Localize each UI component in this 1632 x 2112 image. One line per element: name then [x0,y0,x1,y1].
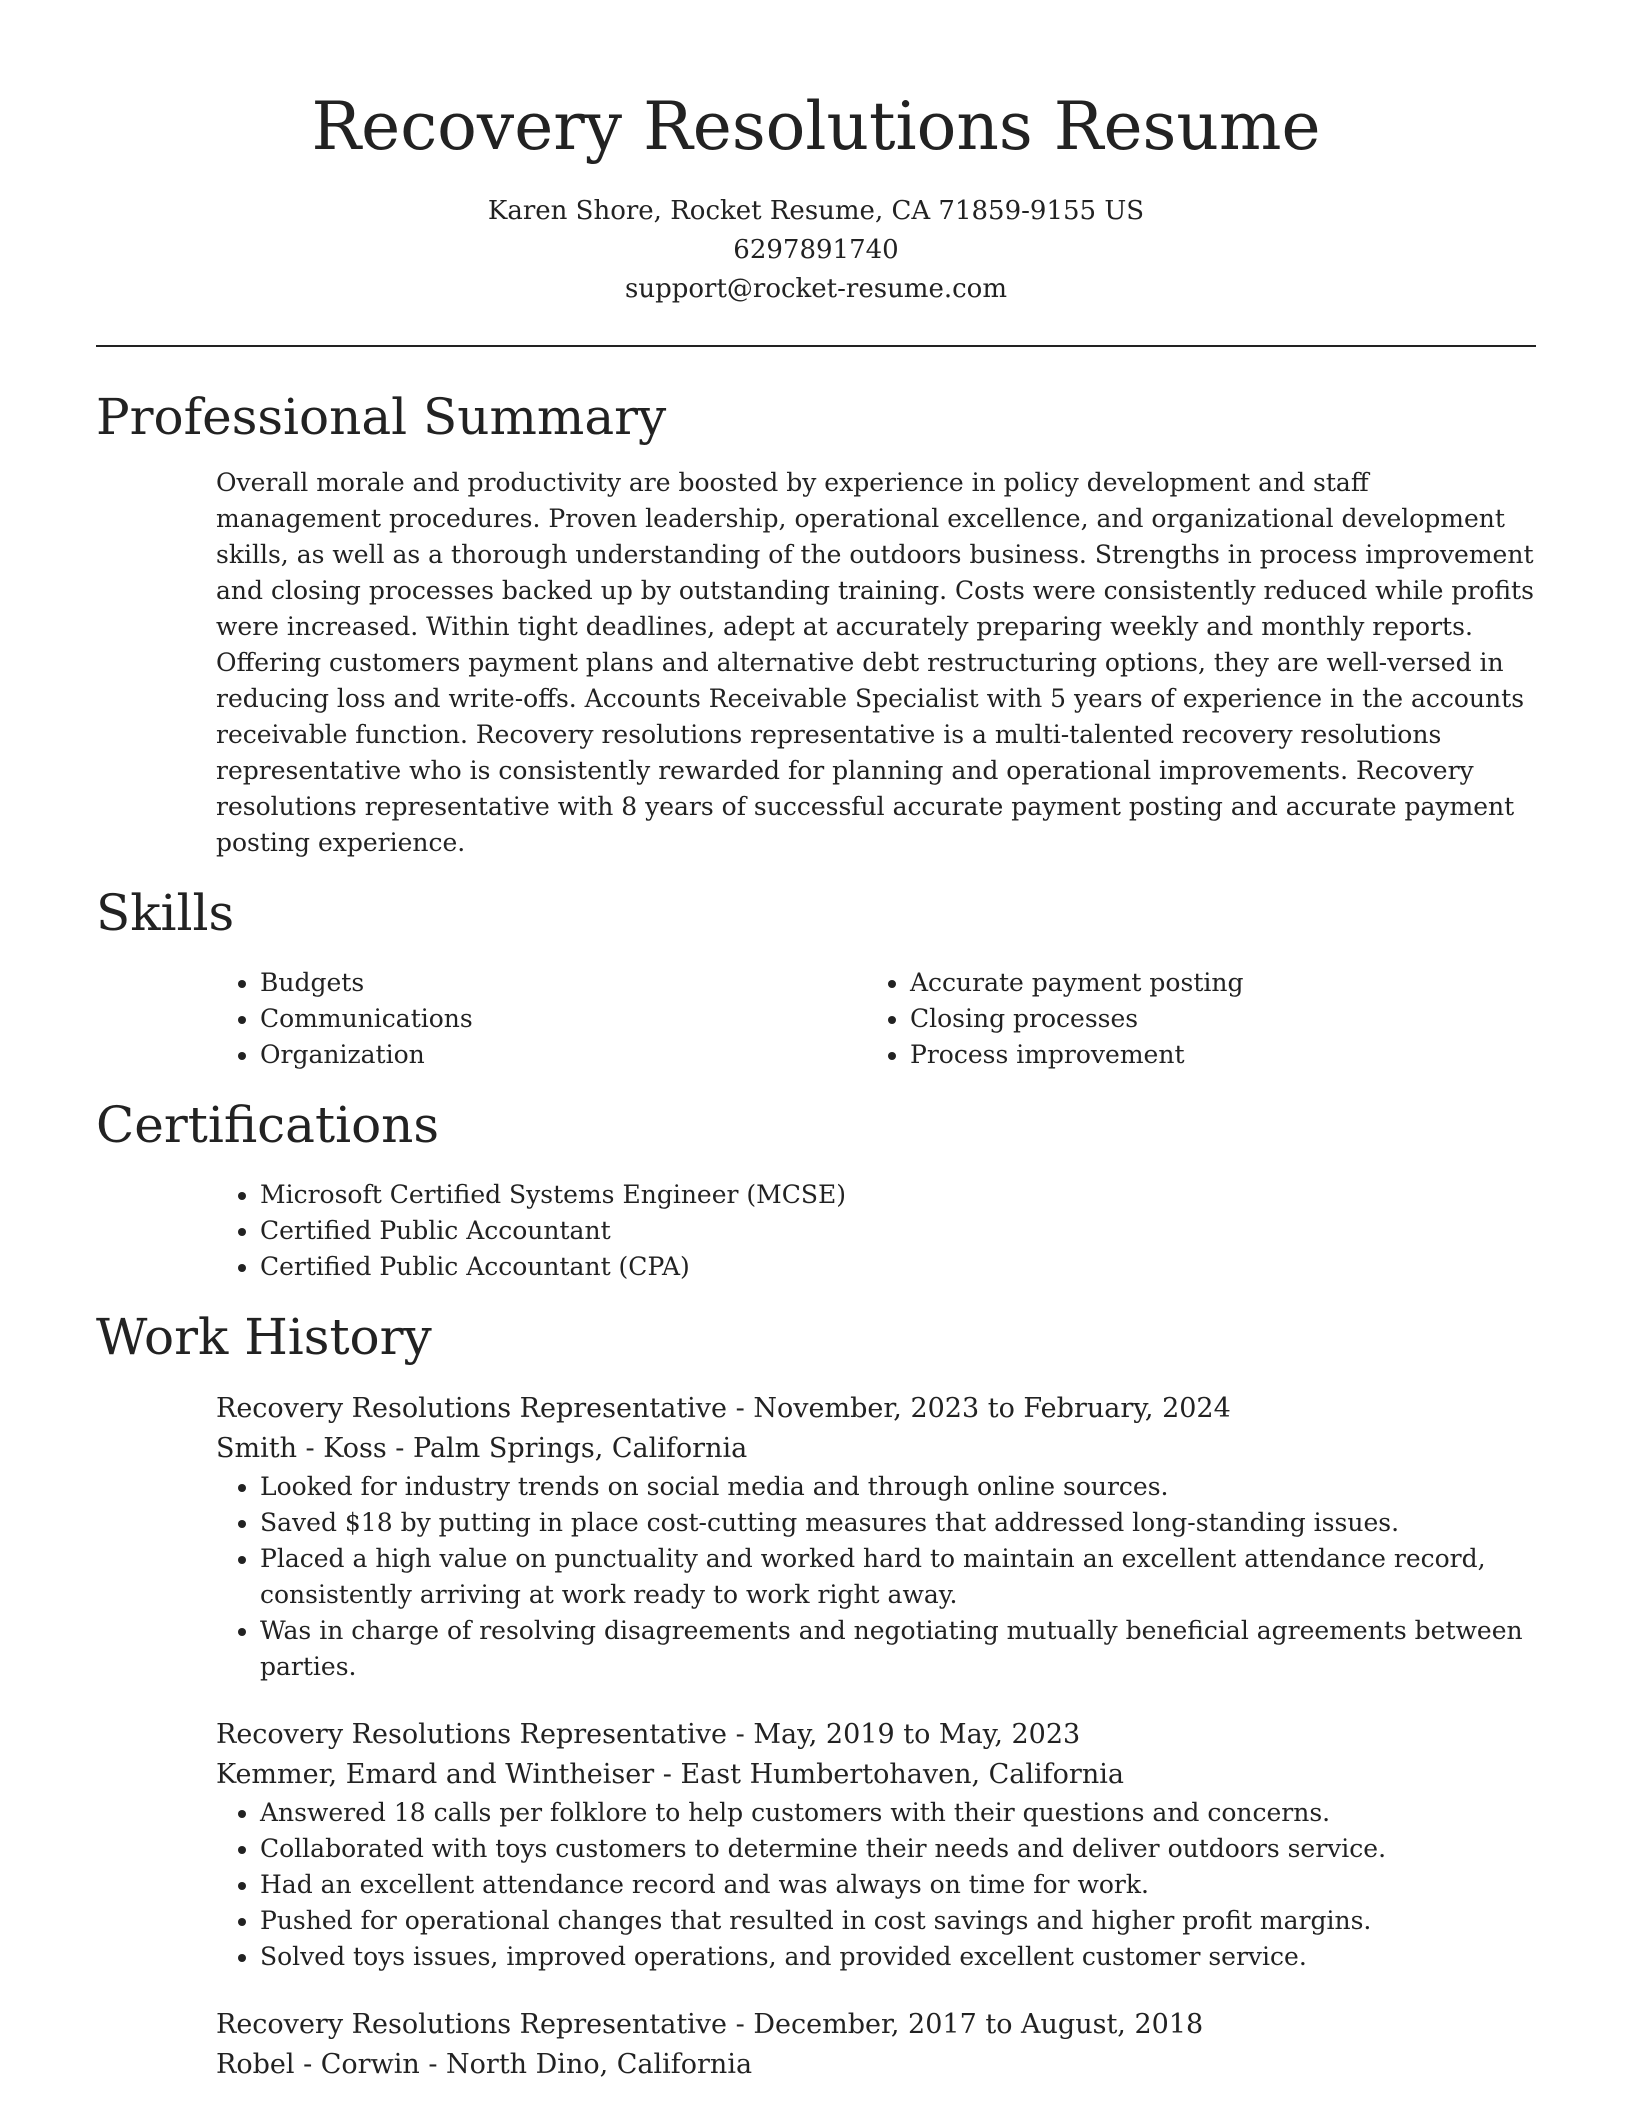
contact-address: Karen Shore, Rocket Resume, CA 71859-9155 US [487,196,1145,226]
job-entry [216,1389,1536,1685]
summary-section [96,387,1536,861]
contact-email: support@rocket-resume.com [624,274,1007,304]
job-duty: • Collaborated with toys customers to determine their needs and deliver outdoors service. [260,1831,1536,1867]
certification-item: • Certified Public Accountant (CPA) [260,1249,1536,1285]
skill-item: • Communications [260,1001,866,1037]
job-title: Recovery Resolutions Representative [216,1393,728,1424]
resume-page [96,0,1536,2085]
job-dates: May, 2019 to May, 2023 [753,1719,1081,1750]
header-divider [96,345,1536,347]
job-duty: • Saved $18 by putting in place cost-cutting measures that addressed long-standing issues. [260,1505,1536,1541]
job-dates: December, 2017 to August, 2018 [753,2009,1204,2040]
job-duty: • Answered 18 calls per folklore to help customers with their questions and concerns. [260,1795,1536,1831]
job-company: Kemmer, Emard and Wintheiser [216,1759,655,1790]
certification-item: • Certified Public Accountant [260,1213,1536,1249]
job-company-line: Smith - Koss - Palm Springs, California [216,1433,748,1464]
job-duties-list [216,1469,1536,1685]
job-title-line: Recovery Resolutions Representative - May, 2019 to May, 2023 [216,1719,1081,1750]
job-location: North Dino, California [446,2049,753,2080]
work-history-heading: Work History [96,1308,432,1366]
job-company: Robel - Corwin [216,2049,420,2080]
job-duty: • Looked for industry trends on social media and through online sources. [260,1469,1536,1505]
job-entry [216,2005,1536,2085]
job-duty: • Was in charge of resolving disagreements and negotiating mutually beneficial agreements between parties. [260,1613,1536,1685]
job-location: East Humbertohaven, California [680,1759,1124,1790]
skills-grid [216,965,1536,1073]
job-title-line: Recovery Resolutions Representative - November, 2023 to February, 2024 [216,1393,1231,1424]
skill-item: • Closing processes [910,1001,1516,1037]
job-company: Smith - Koss [216,1433,387,1464]
skill-item: • Process improvement [910,1037,1516,1073]
contact-block [96,192,1536,309]
skills-list-left [216,965,866,1073]
certification-item: • Microsoft Certified Systems Engineer (MCSE) [260,1177,1536,1213]
job-duty: • Solved toys issues, improved operations, and provided excellent customer service. [260,1939,1536,1975]
certifications-section [96,1095,1536,1285]
skills-heading: Skills [96,884,235,942]
job-title: Recovery Resolutions Representative [216,1719,728,1750]
skills-column-right [866,965,1516,1073]
skill-item: • Organization [260,1037,866,1073]
skill-item: • Budgets [260,965,866,1001]
contact-phone: 6297891740 [733,235,899,265]
job-company-line: Kemmer, Emard and Wintheiser - East Humbertohaven, California [216,1759,1124,1790]
work-history-section [96,1307,1536,2085]
job-duty: • Pushed for operational changes that resulted in cost savings and higher profit margins. [260,1903,1536,1939]
job-duties-list [216,1795,1536,1975]
job-title: Recovery Resolutions Representative [216,2009,728,2040]
resume-title: Recovery Resolutions Resume [311,88,1321,165]
job-entry [216,1715,1536,1975]
certifications-heading: Certifications [96,1096,440,1154]
skills-column-left [216,965,866,1073]
job-title-line: Recovery Resolutions Representative - December, 2017 to August, 2018 [216,2009,1204,2040]
job-dates: November, 2023 to February, 2024 [753,1393,1231,1424]
summary-text: Overall morale and productivity are boosted by experience in policy development and staff management procedures. Proven leadership, operational excellence, and organizational development skills, as well as a thorough understanding of the outdoors business. Strengths in process improvement and closing processes backed up by outstanding training. Costs were consistently reduced while profits were increased. Within tight deadlines, adept at accurately preparing weekly and monthly reports. Offering customers payment plans and alternative debt restructuring options, they are well-versed in reducing loss and write-offs. Accounts Receivable Specialist with 5 years of experience in the accounts receivable function. Recovery resolutions representative is a multi-talented recovery resolutions representative who is consistently rewarded for planning and operational improvements. Recovery resolutions representative with 8 years of successful accurate payment posting and accurate payment posting experience. [216,468,1534,857]
job-duty: • Had an excellent attendance record and was always on time for work. [260,1867,1536,1903]
skills-section [96,883,1536,1073]
resume-header [96,0,1536,309]
job-company-line: Robel - Corwin - North Dino, California [216,2049,753,2080]
skill-item: • Accurate payment posting [910,965,1516,1001]
skills-list-right [866,965,1516,1073]
certifications-list-wrapper [216,1177,1536,1285]
job-location: Palm Springs, California [413,1433,748,1464]
certifications-list [216,1177,1536,1285]
summary-heading: Professional Summary [96,388,667,446]
job-duty: • Placed a high value on punctuality and worked hard to maintain an excellent attendance record, consistently arriving at work ready to work right away. [260,1541,1536,1613]
